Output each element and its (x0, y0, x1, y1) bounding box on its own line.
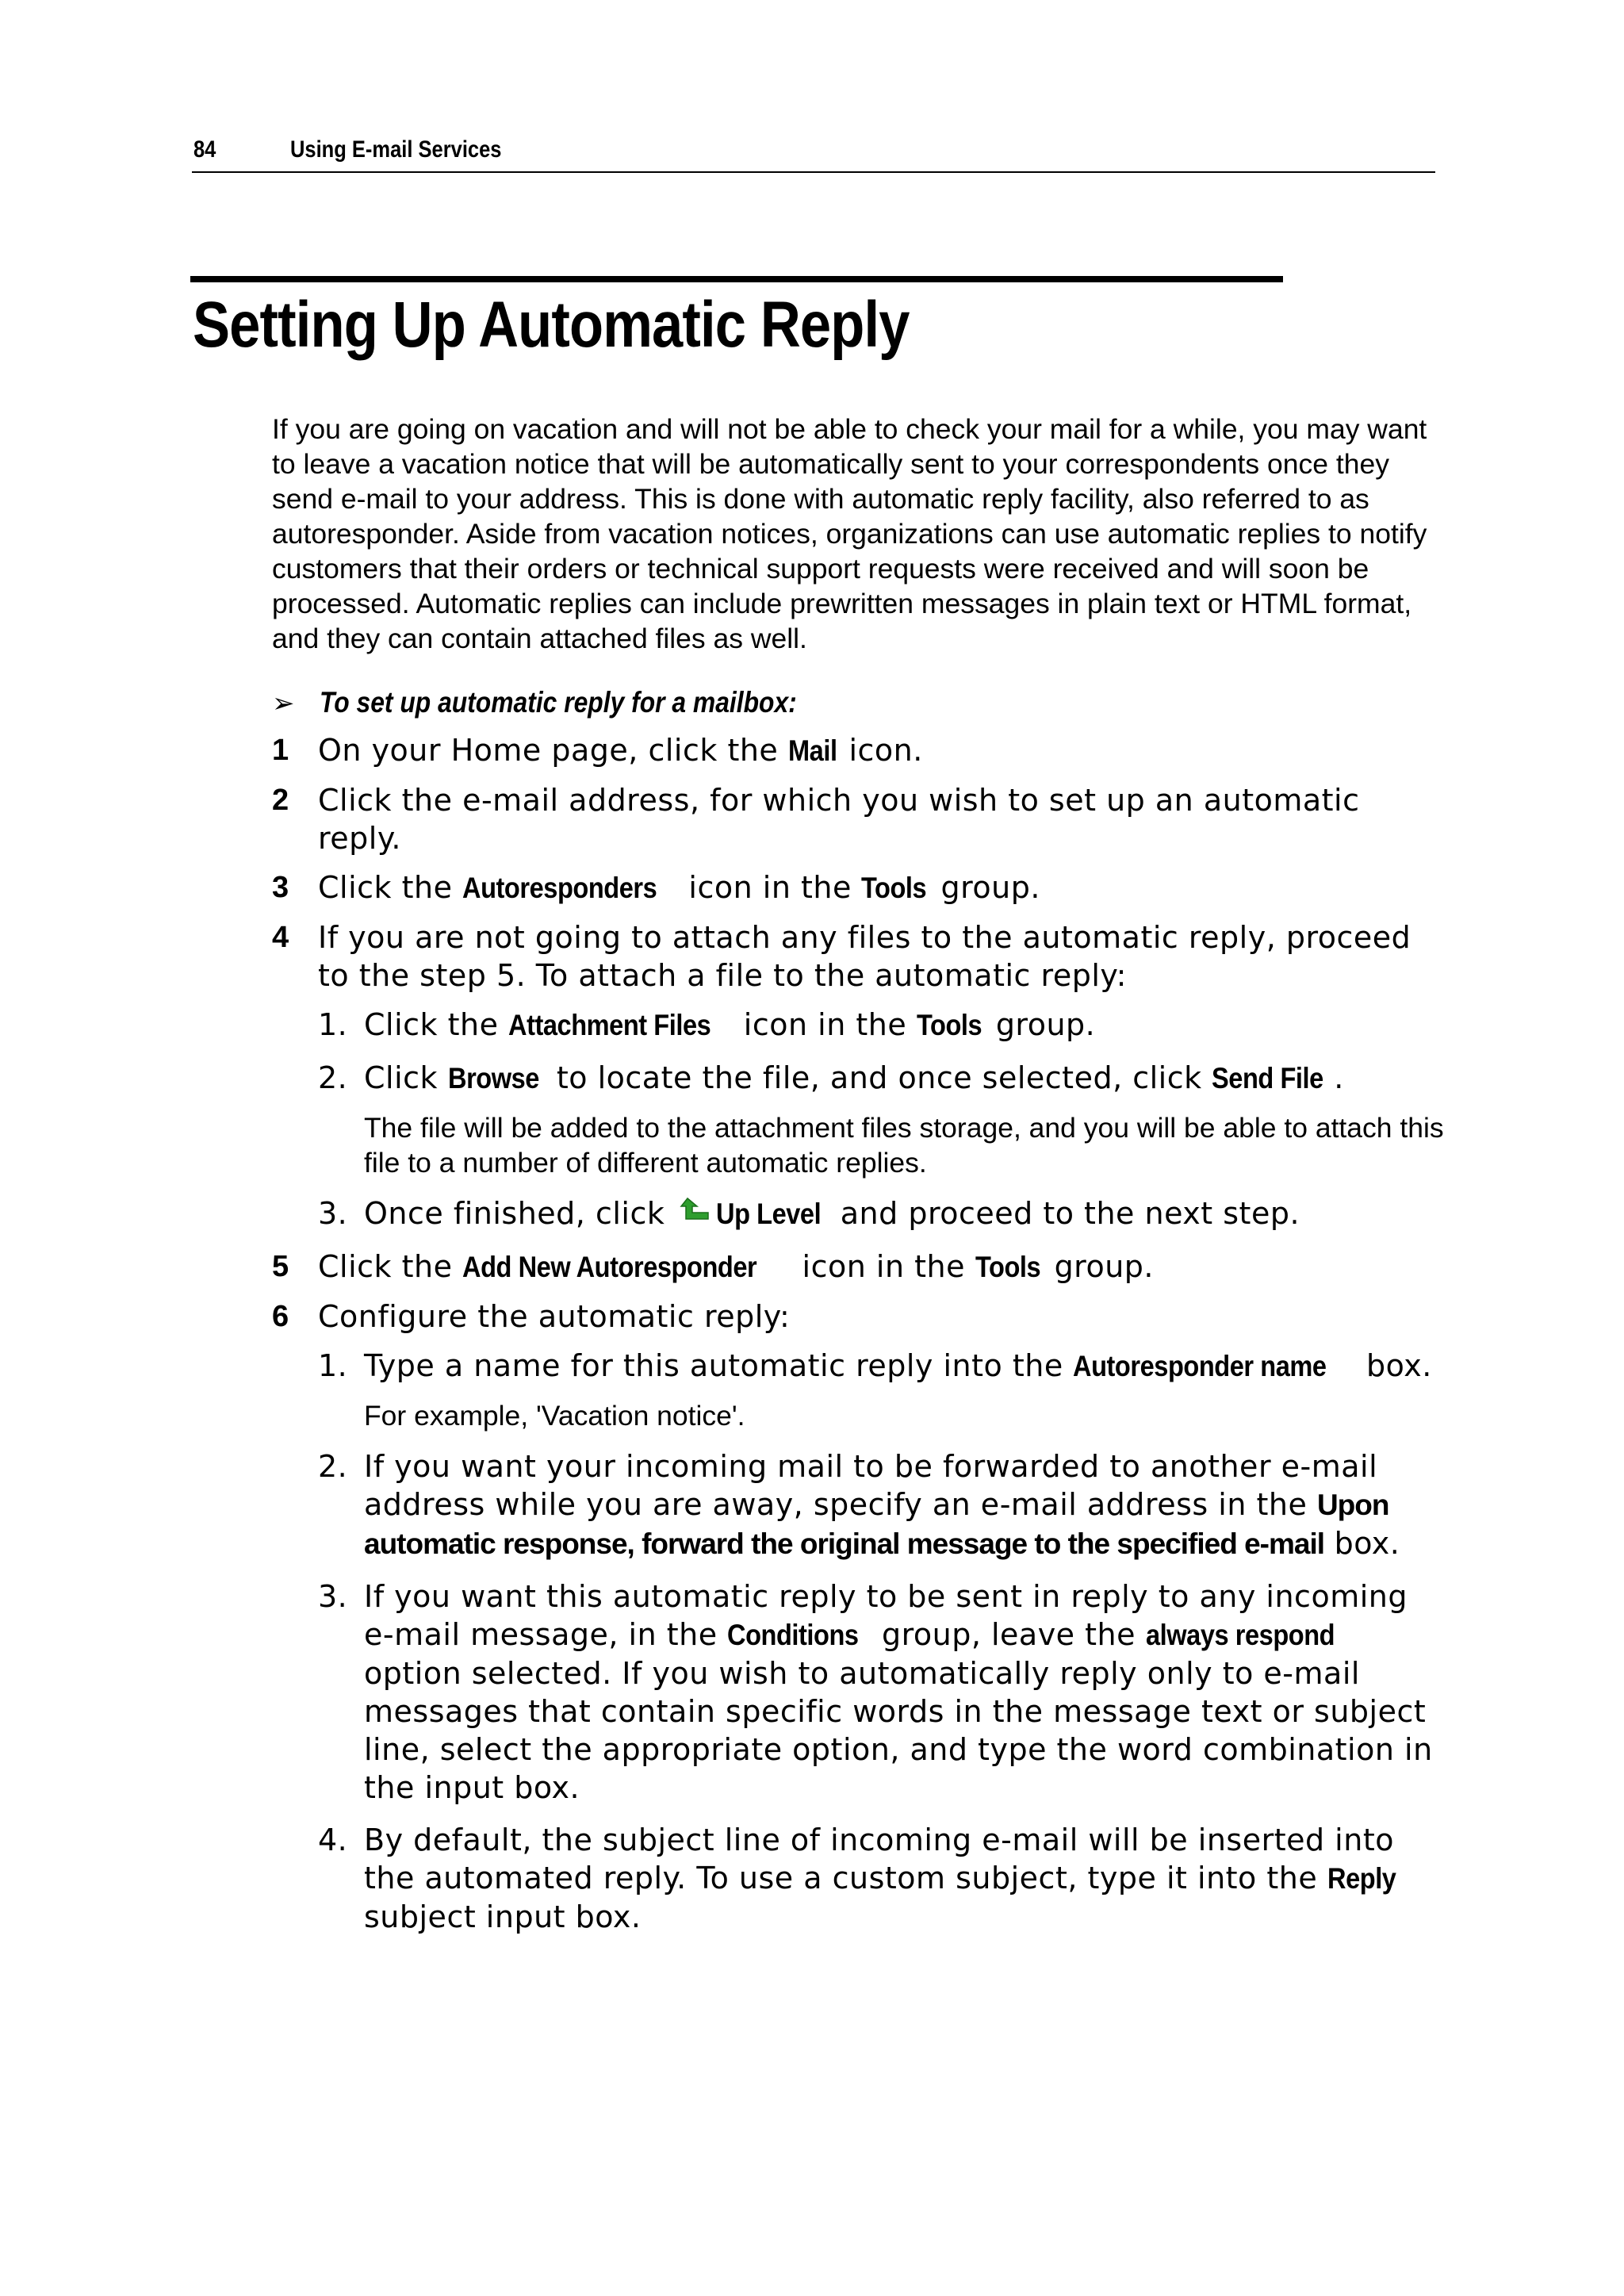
title-rule (190, 276, 1283, 282)
step-text: On your Home page, click the (318, 733, 788, 768)
ui-label-conditions: Conditions (727, 1619, 859, 1651)
substep-number: 1. (318, 1007, 348, 1042)
substep-6-2 (318, 1447, 1446, 1563)
step-text: icon in the (733, 1007, 917, 1042)
ui-label-tools: Tools (975, 1251, 1040, 1283)
ui-label-attachment-files: Attachment Files (508, 1009, 711, 1041)
substep-4-2 (318, 1059, 1446, 1180)
step-text: Once finished, click (364, 1196, 675, 1231)
step-note: The file will be added to the attachment files storage, and you will be able to attach this file to a number of different automatic replies. (364, 1112, 1444, 1179)
step-3 (272, 868, 1446, 907)
step-text: group. (930, 870, 1040, 905)
procedure-heading-text: To set up automatic reply for a mailbox: (320, 686, 797, 719)
step-text: option selected. If you wish to automatically reply only to e-mail messages that contain specific words in the message text or subject line, select the appropriate option, and type the word combination in the input box. (364, 1656, 1433, 1805)
step-number: 1 (272, 734, 289, 767)
step-number: 4 (272, 921, 289, 954)
substep-4-3 (318, 1194, 1446, 1233)
step-list (272, 731, 1446, 1950)
step-text: icon in the (678, 870, 862, 905)
substep-list (318, 1006, 1446, 1233)
step-text: If you are not going to attach any files to the automatic reply, proceed to the step 5. To attach a file to the automatic reply: (318, 920, 1411, 993)
substep-6-4 (318, 1821, 1446, 1936)
substep-6-1 (318, 1347, 1446, 1433)
ui-label-browse: Browse (447, 1062, 539, 1094)
step-text: group. (1044, 1249, 1155, 1284)
substep-number: 1. (318, 1348, 348, 1383)
step-text: Click the (318, 870, 463, 905)
step-number: 3 (272, 871, 289, 904)
step-text: to locate the file, and once selected, click (546, 1060, 1212, 1095)
step-text: If you want your incoming mail to be forwarded to another e-mail address while you are away, specify an e-mail address in the (364, 1449, 1378, 1522)
step-text: By default, the subject line of incoming e-mail will be inserted into the automated reply. To use a custom subject, type it into the (364, 1823, 1394, 1895)
arrow-bullet-icon: ➢ (272, 688, 295, 719)
step-text: icon in the (791, 1249, 975, 1284)
step-1 (272, 731, 1446, 770)
page-title: Setting Up Automatic Reply (193, 289, 910, 361)
step-text: group. (986, 1007, 1096, 1042)
page-number: 84 (193, 136, 216, 163)
step-text: Click the e-mail address, for which you wish to set up an automatic reply. (318, 783, 1360, 856)
procedure-heading (272, 684, 875, 722)
substep-6-3 (318, 1577, 1446, 1807)
step-text: Type a name for this automatic reply into the (364, 1348, 1074, 1383)
up-level-icon (680, 1195, 713, 1227)
intro-paragraph: If you are going on vacation and will not be able to check your mail for a while, you may want to leave a vacation notice that will be automatically sent to your correspondents once they send e-mail to your address. This is done with automatic reply facility, also referred to as autoresponder. Aside from vacation notices, organizations can use automatic replies to notify customers that their orders or technical support requests were received and will soon be processed. Automatic replies can include prewritten messages in plain text or HTML format, and they can contain attached files as well. (272, 413, 1427, 654)
step-note: For example, 'Vacation notice'. (364, 1400, 745, 1432)
substep-4-1 (318, 1006, 1446, 1045)
ui-label-autoresponder-name: Autoresponder name (1073, 1350, 1327, 1382)
step-text: . (1334, 1060, 1344, 1095)
step-2 (272, 781, 1446, 857)
ui-label-mail: Mail (787, 734, 837, 767)
step-text: box. (1324, 1526, 1400, 1561)
substep-number: 2. (318, 1060, 348, 1095)
step-text: icon. (838, 733, 923, 768)
ui-label-forward-original: Upon automatic response, forward the original message to the specified e-mail (364, 1489, 1389, 1560)
step-text: group, leave the (871, 1617, 1146, 1652)
step-text: and proceed to the next step. (830, 1196, 1300, 1231)
step-number: 2 (272, 784, 289, 817)
substep-number: 2. (318, 1449, 348, 1484)
ui-label-tools: Tools (861, 872, 927, 904)
step-text: If you want this automatic reply to be sent in reply to any incoming e-mail message, in the (364, 1579, 1408, 1652)
substep-number: 4. (318, 1823, 348, 1857)
ui-label-always-respond: always respond (1145, 1619, 1335, 1651)
step-text: Click the (318, 1249, 463, 1284)
ui-label-autoresponders: Autoresponders (462, 872, 657, 904)
step-6 (272, 1297, 1446, 1936)
step-text: Click the (364, 1007, 509, 1042)
step-text: Configure the automatic reply: (318, 1299, 791, 1334)
step-text: subject input box. (364, 1899, 642, 1934)
substep-list (318, 1347, 1446, 1936)
ui-label-up-level: Up Level (715, 1198, 822, 1230)
ui-label-add-new-autoresponder: Add New Autoresponder (462, 1251, 757, 1283)
step-text: box. (1356, 1348, 1432, 1383)
running-section-title: Using E-mail Services (290, 136, 502, 163)
ui-label-reply: Reply (1327, 1862, 1396, 1895)
running-header (192, 133, 1435, 173)
substep-number: 3. (318, 1196, 348, 1231)
step-5 (272, 1248, 1446, 1286)
ui-label-send-file: Send File (1212, 1062, 1324, 1094)
substep-number: 3. (318, 1579, 348, 1614)
step-number: 6 (272, 1300, 289, 1333)
ui-label-tools: Tools (916, 1009, 982, 1041)
step-4 (272, 918, 1446, 1233)
step-text: Click (364, 1060, 448, 1095)
step-number: 5 (272, 1250, 289, 1283)
